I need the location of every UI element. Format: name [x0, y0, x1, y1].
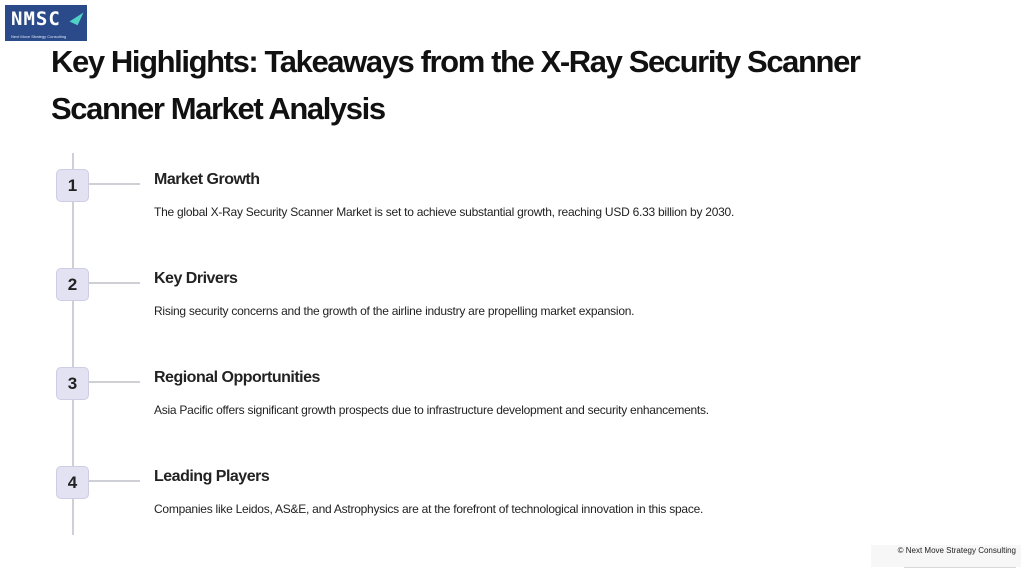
logo-arrow-icon	[69, 9, 83, 25]
step-description: Companies like Leidos, AS&E, and Astrophysics are at the forefront of technological innovation in this space.	[154, 502, 704, 516]
timeline-connector	[89, 480, 140, 482]
step-number-badge: 2	[56, 268, 89, 301]
step-title: Market Growth	[154, 171, 260, 188]
step-title: Key Drivers	[154, 270, 238, 287]
step-title: Leading Players	[154, 468, 270, 485]
copyright-text: © Next Move Strategy Consulting	[897, 546, 1016, 555]
step-description: Asia Pacific offers significant growth prospects due to infrastructure development and security enhancements.	[154, 403, 709, 417]
timeline-step-2	[0, 268, 1024, 358]
footer-divider	[904, 567, 1016, 568]
step-title: Regional Opportunities	[154, 369, 320, 386]
timeline-step-4	[0, 466, 1024, 556]
logo-text: NMSC	[11, 8, 61, 30]
timeline-connector	[89, 381, 140, 383]
step-description: Rising security concerns and the growth of the airline industry are propelling market expansion.	[154, 304, 635, 318]
timeline-connector	[89, 183, 140, 185]
step-number-badge: 1	[56, 169, 89, 202]
step-number-badge: 3	[56, 367, 89, 400]
timeline-connector	[89, 282, 140, 284]
timeline-step-3	[0, 367, 1024, 457]
company-logo	[5, 5, 87, 41]
logo-tagline: Next Move Strategy Consulting	[11, 34, 67, 39]
step-description: The global X-Ray Security Scanner Market is set to achieve substantial growth, reaching USD 6.33 billion by 2030.	[154, 205, 735, 219]
timeline-step-1	[0, 169, 1024, 259]
step-number-badge: 4	[56, 466, 89, 499]
page-title: Key Highlights: Takeaways from the X-Ray Security Scanner Scanner Market Analysis	[51, 44, 860, 126]
